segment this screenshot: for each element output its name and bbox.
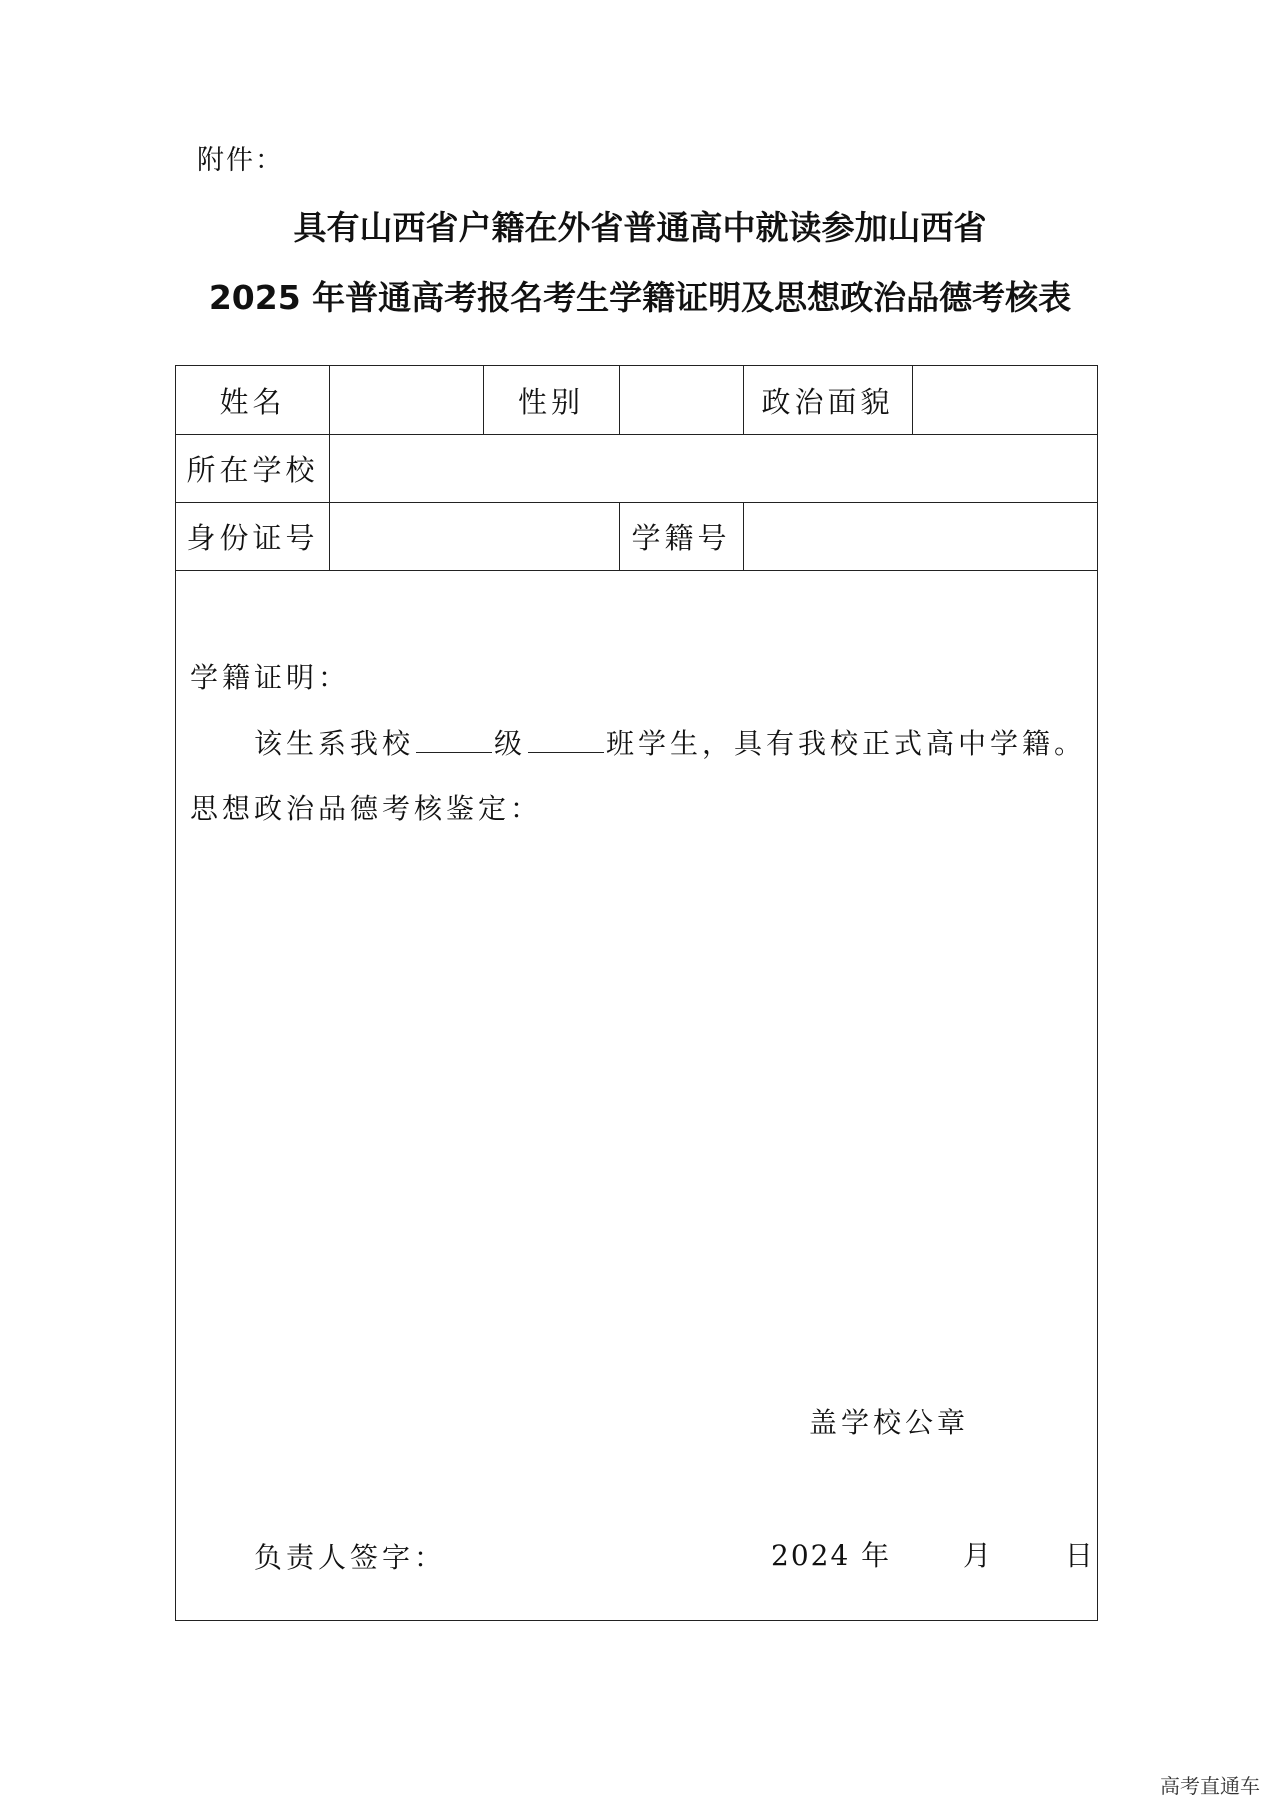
certificate-sentence-part3: 班学生，具有我校正式高中学籍。 xyxy=(606,727,1087,760)
row-divider-3 xyxy=(176,570,1097,571)
political-status-label: 政治面貌 xyxy=(761,384,894,419)
date-day: 日 xyxy=(1064,1539,1095,1572)
signature-label: 负责人签字： xyxy=(254,1541,447,1574)
title-line-1: 具有山西省户籍在外省普通高中就读参加山西省 xyxy=(293,208,987,247)
date-line xyxy=(771,1534,1095,1574)
school-label: 所在学校 xyxy=(186,452,319,487)
school-seal-text: 盖学校公章 xyxy=(809,1406,970,1439)
student-number-field[interactable] xyxy=(744,503,1096,569)
school-field[interactable] xyxy=(330,435,1096,501)
certificate-sentence-part2: 级 xyxy=(494,727,527,760)
gender-field[interactable] xyxy=(620,367,742,433)
student-number-label: 学籍号 xyxy=(631,520,731,555)
date-month: 月 xyxy=(962,1539,993,1572)
class-blank[interactable] xyxy=(528,724,604,753)
title-line-2: 2025 年普通高考报名考生学籍证明及思想政治品德考核表 xyxy=(208,278,1072,317)
certificate-heading: 学籍证明： xyxy=(190,661,351,694)
student-form xyxy=(175,365,1098,1621)
grade-blank[interactable] xyxy=(416,724,492,753)
attachment-label: 附件： xyxy=(197,145,284,176)
certificate-sentence-part1: 该生系我校 xyxy=(254,727,415,760)
date-year: 2024 年 xyxy=(771,1539,892,1572)
watermark: 高考直通车 xyxy=(1160,1774,1260,1798)
certificate-sentence xyxy=(254,722,1086,762)
moral-evaluation-heading: 思想政治品德考核鉴定： xyxy=(190,792,543,825)
political-status-field[interactable] xyxy=(913,367,1096,433)
signature-field[interactable] xyxy=(431,1526,731,1576)
moral-evaluation-area[interactable] xyxy=(190,836,1080,1376)
id-number-label: 身份证号 xyxy=(186,520,319,555)
name-label: 姓名 xyxy=(219,384,286,419)
gender-label: 性别 xyxy=(517,384,584,419)
id-number-field[interactable] xyxy=(330,503,618,569)
name-field[interactable] xyxy=(330,367,482,433)
